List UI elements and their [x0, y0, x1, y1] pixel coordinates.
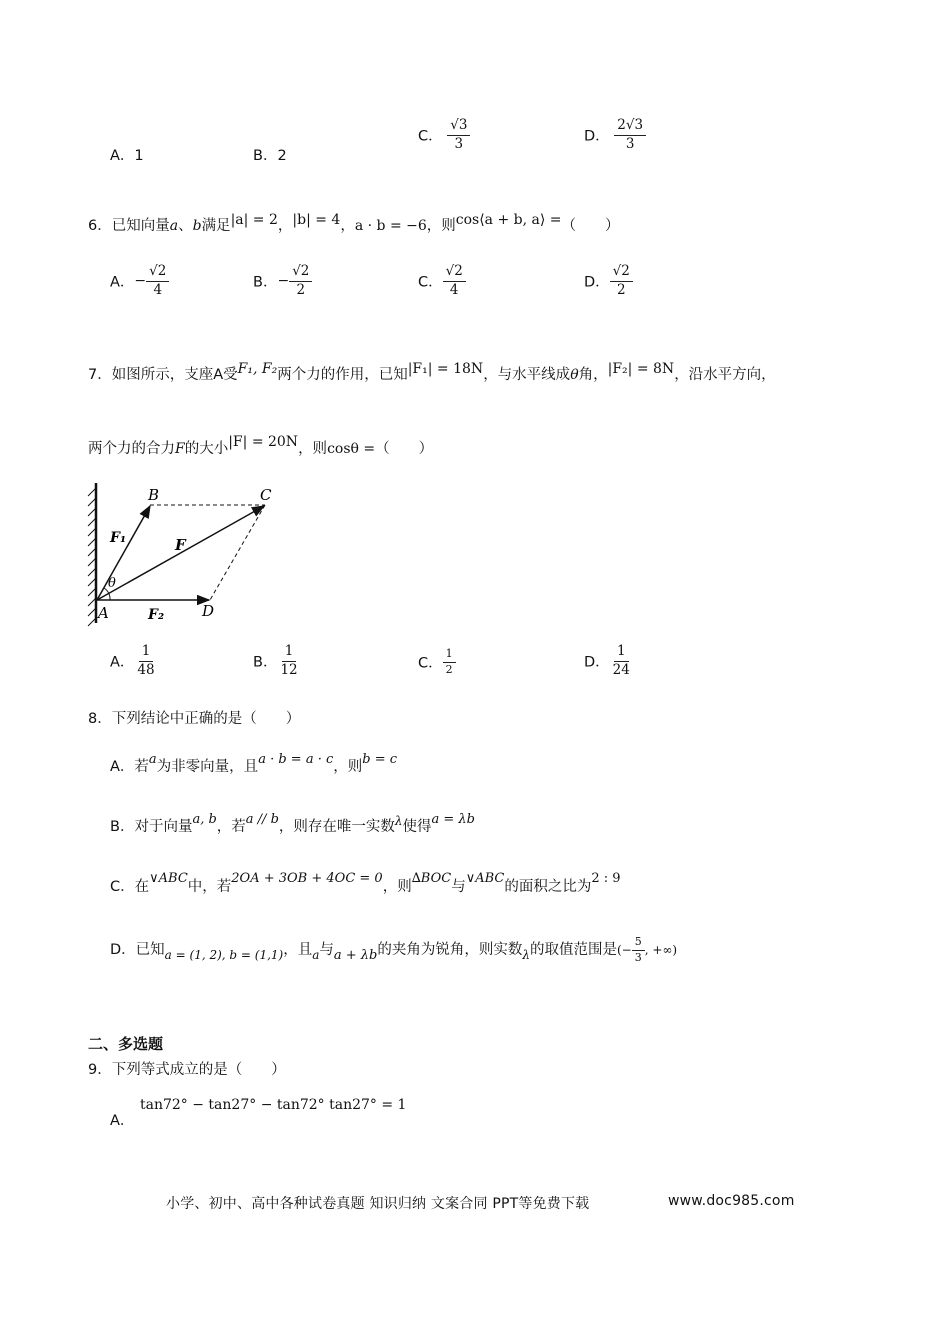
q5-option-c: C． $\frac{√3}{3}$	[418, 118, 470, 152]
q7-option-a-fraction: $\frac{1}{48}$	[137, 643, 155, 678]
q6-option-c-fraction: $\frac{√2}{4}$	[443, 264, 466, 298]
section-multiple-choice-heading: 二、多选题	[88, 1035, 164, 1053]
q7-option-c: C． $\frac{1}{2}$	[418, 648, 456, 676]
footer-text: 小学、初中、高中各种试卷真题 知识归纳 文案合同 PPT等免费下载	[166, 1196, 590, 1212]
q5-option-b: B．2	[253, 148, 287, 164]
question-9-stem: 9．下列等式成立的是（ ）	[88, 1062, 286, 1078]
question-7-stem-line2: 两个力的合力F的大小|F| = 20N，则cosθ =（ ）	[88, 434, 434, 457]
q7-option-b-fraction: $\frac{1}{12}$	[280, 643, 298, 678]
q6-option-c: C． $\frac{√2}{4}$	[418, 264, 466, 298]
label-f2: F₂	[148, 607, 165, 623]
q6-option-a-fraction: $\frac{√2}{4}$	[146, 264, 169, 298]
label-c: C	[260, 486, 272, 504]
q5-option-d: D． $\frac{2√3}{3}$	[584, 118, 646, 152]
q9-option-a-expression: tan72° − tan27° − tan72° tan27° = 1	[140, 1097, 407, 1113]
q7-option-d: D． $\frac{1}{24}$	[584, 644, 633, 678]
q7-option-c-fraction: $\frac{1}{2}$	[443, 648, 456, 676]
q8-option-d-fraction: $\frac{5}{3}$	[632, 936, 645, 964]
q6-option-b-fraction: $\frac{√2}{2}$	[289, 264, 312, 298]
q6-option-d-fraction: $\frac{√2}{2}$	[610, 264, 633, 298]
question-6-stem: 6．已知向量a、b满足|a| = 2，|b| = 4，a · b = −6，则cos⟨a + b, a⟩ =（ ）	[88, 212, 620, 234]
question-7-stem-line1: 7．如图所示，支座A受F₁, F₂两个力的作用，已知|F₁| = 18N，与水平线成θ角，|F₂| = 8N，沿水平方向，	[88, 361, 776, 383]
question-8-stem: 8．下列结论中正确的是（ ）	[88, 711, 301, 727]
q8-option-c: C．在∨ABC中，若2OA + 3OB + 4OC = 0，则∆BOC与∨ABC的面积之比为2 : 9	[110, 871, 621, 895]
q7-option-b: B． $\frac{1}{12}$	[253, 644, 301, 678]
q5-option-a: A．1	[110, 148, 144, 164]
q8-option-d: D．已知$_{a = (1, 2), b = (1,1)}$，且$_a$与a + λb的夹角为锐角，则实数$_\lambda$的取值范围是(− $\frac{5}{3}$ , +∞)	[110, 935, 678, 964]
q6-option-a: A．− $\frac{√2}{4}$	[110, 264, 169, 298]
q6-option-b: B．− $\frac{√2}{2}$	[253, 264, 312, 298]
q6-option-d: D． $\frac{√2}{2}$	[584, 264, 633, 298]
q5-option-d-fraction: $\frac{2√3}{3}$	[614, 118, 646, 152]
q8-option-b: B．对于向量a, b，若a // b，则存在唯一实数$^\lambda$使得a = λb	[110, 812, 475, 835]
label-f: F	[175, 536, 186, 554]
dashed-cd	[210, 505, 265, 600]
footer-url[interactable]: www.doc985.com	[668, 1193, 795, 1209]
q8-option-a: A．若a为非零向量，且a · b = a · c，则b = c	[110, 752, 398, 775]
label-d: D	[202, 602, 215, 620]
q7-option-d-fraction: $\frac{1}{24}$	[612, 643, 630, 678]
q5-option-c-fraction: $\frac{√3}{3}$	[447, 118, 470, 152]
label-theta: θ	[108, 576, 116, 591]
q5-option-b-value: 2	[277, 148, 287, 164]
label-f1: F₁	[110, 530, 127, 546]
label-b: B	[148, 486, 160, 504]
force-diagram	[80, 478, 290, 628]
label-a: A	[98, 604, 109, 622]
q9-option-a-letter: A．	[110, 1113, 135, 1129]
q7-option-a: A． $\frac{1}{48}$	[110, 644, 158, 678]
q5-option-a-value: 1	[134, 148, 144, 164]
